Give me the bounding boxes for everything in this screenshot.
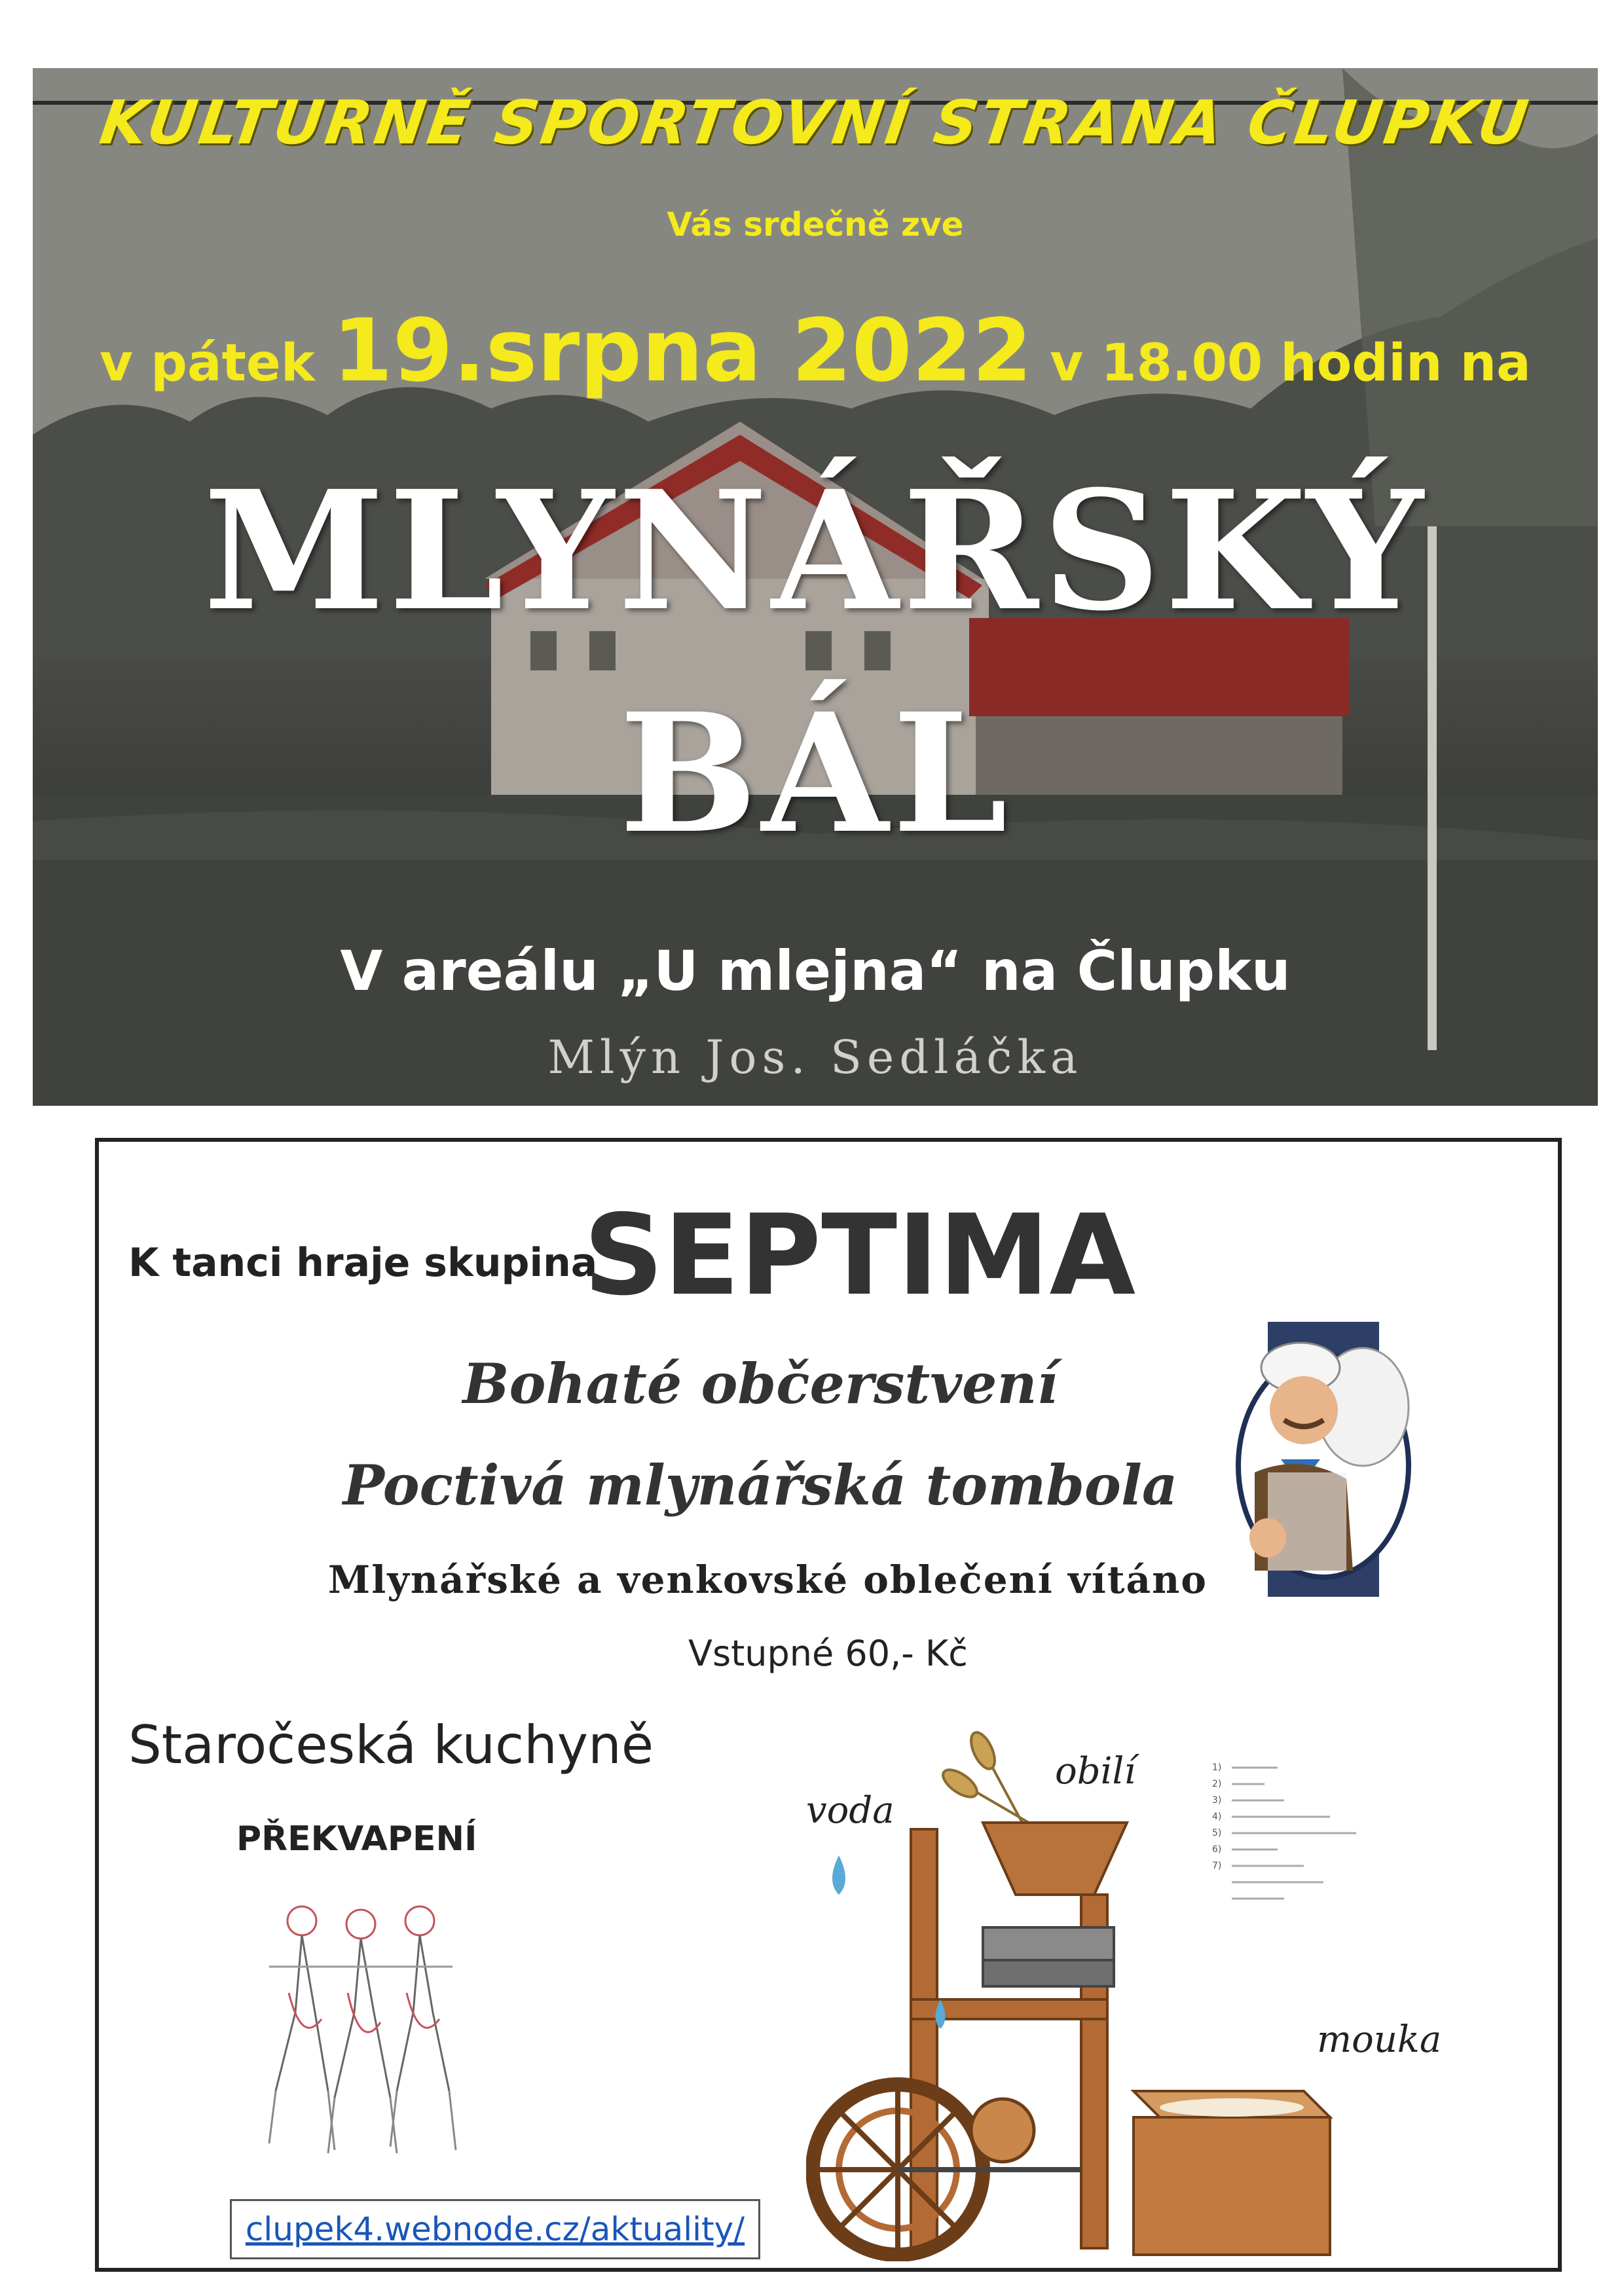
surprise-text: PŘEKVAPENÍ: [236, 1819, 477, 1859]
svg-text:1): 1): [1212, 1762, 1222, 1773]
header-photo-panel: [33, 68, 1598, 1106]
dancers-sketch: [230, 1895, 492, 2176]
flour-label: mouka: [1317, 2018, 1442, 2061]
event-date: 19.srpna 2022: [332, 301, 1033, 401]
tombola-text: Poctivá mlynářská tombola: [342, 1453, 1178, 1518]
grain-label: obilí: [1055, 1750, 1136, 1793]
event-time: v 18.00 hodin na: [1050, 334, 1531, 393]
refreshments-text: Bohaté občerstvení: [462, 1351, 1058, 1416]
kitchen-text: Staročeská kuchyně: [128, 1715, 654, 1776]
svg-text:7): 7): [1212, 1861, 1222, 1871]
entry-fee: Vstupné 60,- Kč: [688, 1633, 968, 1674]
organizer-name: KULTURNĚ SPORTOVNÍ STRANA ČLUPKU: [96, 88, 1535, 158]
miller-illustration: [1228, 1322, 1418, 1597]
water-label: voda: [806, 1789, 895, 1832]
svg-text:6): 6): [1212, 1844, 1222, 1855]
band-name: SEPTIMA: [583, 1191, 1136, 1321]
dress-code-text: Mlynářské a venkovské oblečení vítáno: [328, 1558, 1208, 1602]
invitation-text: Vás srdečně zve: [667, 206, 964, 244]
event-title-line1: MLYNÁŘSKÝ: [203, 454, 1428, 647]
event-venue: V areálu „U mlejna“ na Člupku: [340, 939, 1291, 1003]
svg-text:4): 4): [1212, 1812, 1222, 1822]
website-link[interactable]: clupek4.webnode.cz/aktuality/: [245, 2210, 745, 2248]
mill-diagram: [806, 1724, 1526, 2261]
band-label: K tanci hraje skupina: [128, 1240, 598, 1286]
event-title-line2: BÁL: [619, 677, 1012, 869]
photo-caption: Mlýn Jos. Sedláčka: [547, 1030, 1083, 1084]
event-details-box: [95, 1138, 1562, 2272]
event-date-line: [33, 301, 1598, 401]
svg-text:5): 5): [1212, 1828, 1222, 1838]
svg-text:3): 3): [1212, 1795, 1222, 1806]
website-link-box[interactable]: [230, 2199, 760, 2259]
date-prefix: v pátek: [100, 334, 315, 393]
svg-text:2): 2): [1212, 1779, 1222, 1789]
